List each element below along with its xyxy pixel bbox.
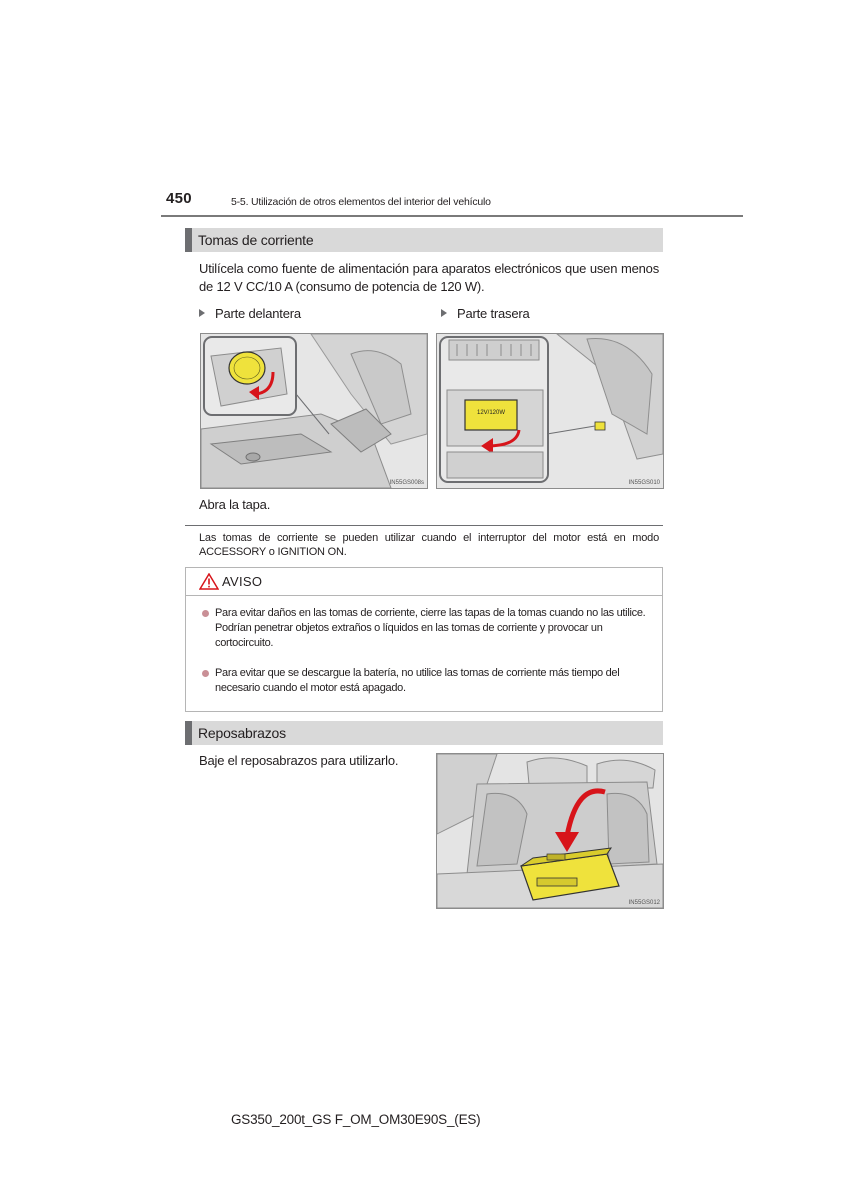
front-label — [199, 306, 301, 321]
rear-label — [441, 306, 530, 321]
rear-outlet-illustration — [436, 333, 664, 489]
bullet-dot — [202, 670, 209, 677]
document-code: GS350_200t_GS F_OM_OM30E90S_(ES) — [231, 1112, 481, 1127]
armrest-text: Baje el reposabrazos para utilizarlo. — [199, 753, 399, 768]
warning-item-text: Para evitar daños en las tomas de corriente, cierre las tapas de la tomas cuando no las utilice. — [215, 607, 646, 619]
section-title: Tomas de corriente — [198, 232, 314, 248]
intro-paragraph: Utilícela como fuente de alimentación para aparatos electrónicos que usen menos de 12 V CC/10 A (consumo de potencia de 120 W). — [199, 261, 659, 294]
triangle-bullet-icon — [199, 309, 205, 317]
image-code: IN55GS008s — [389, 480, 424, 486]
warning-triangle-icon — [199, 573, 219, 590]
armrest-illustration — [436, 753, 664, 909]
warning-title: AVISO — [222, 574, 263, 589]
page-number: 450 — [166, 190, 192, 207]
section-heading-power-outlets — [185, 228, 663, 252]
usage-note: Las tomas de corriente se pueden utilizar cuando el interruptor del motor está en modo ACCESSORY o IGNITION ON. — [199, 532, 659, 558]
image-code: IN55GS010 — [628, 480, 660, 486]
bullet-dot — [202, 610, 209, 617]
caption-open-cover: Abra la tapa. — [199, 497, 271, 512]
warning-item — [202, 606, 662, 651]
image-code: IN55GS012 — [628, 900, 660, 906]
header-rule — [161, 215, 743, 217]
note-rule — [185, 525, 663, 526]
warning-item-text: Para evitar que se descargue la batería, no utilice las tomas de corriente más tiempo del necesario cuando el motor está apagado. — [215, 667, 620, 694]
warning-box — [185, 567, 663, 712]
section-title: Reposabrazos — [198, 725, 286, 741]
front-outlet-illustration — [200, 333, 428, 489]
outlet-cover-label: 12V/120W — [476, 410, 506, 416]
triangle-bullet-icon — [441, 309, 447, 317]
rear-label-text: Parte trasera — [457, 306, 530, 321]
warning-item-text: Podrían penetrar objetos extraños o líquidos en las tomas de corriente y provocar un cortocircuito. — [215, 622, 603, 649]
warning-header — [186, 568, 662, 596]
running-header: 5-5. Utilización de otros elementos del interior del vehículo — [231, 196, 491, 208]
section-heading-armrest — [185, 721, 663, 745]
warning-item — [202, 666, 662, 696]
front-label-text: Parte delantera — [215, 306, 301, 321]
